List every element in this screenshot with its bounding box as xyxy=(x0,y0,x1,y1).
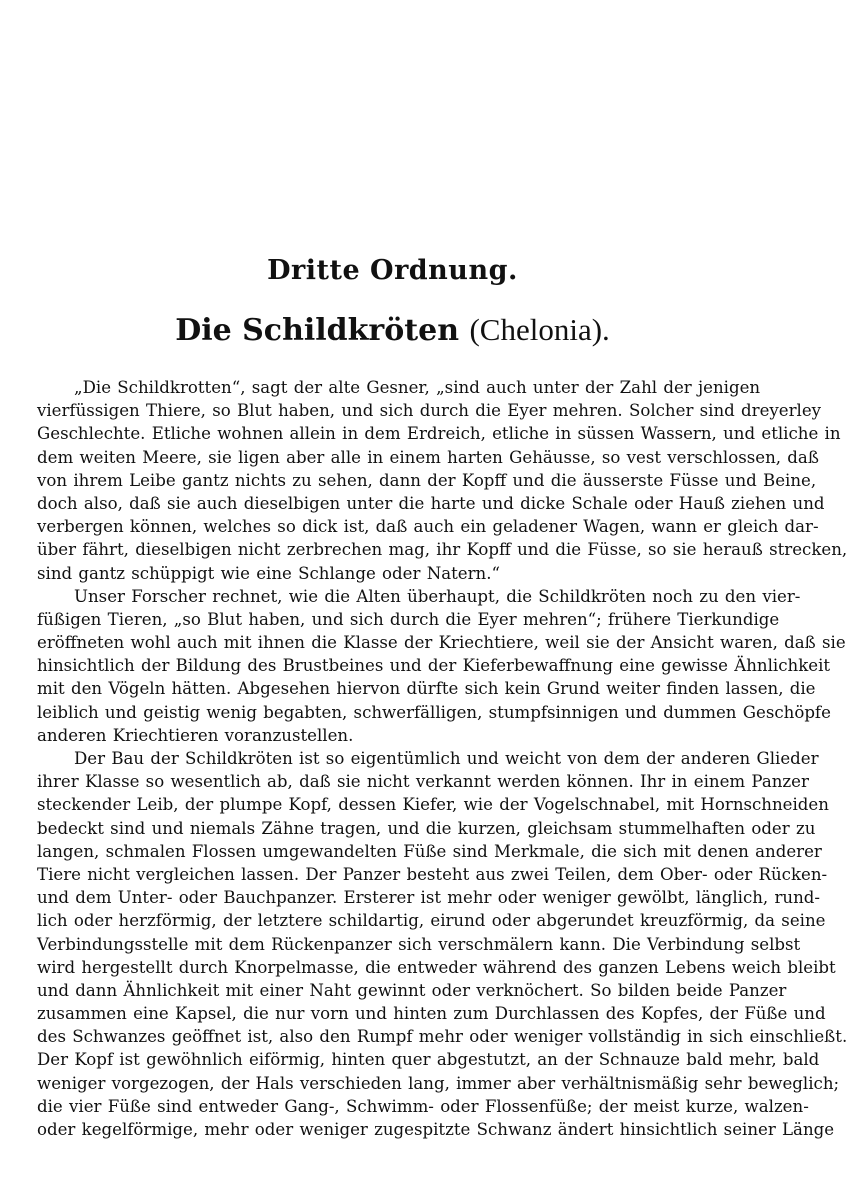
paragraph xyxy=(37,376,847,585)
text-line: „Die Schildkrotten“, sagt der alte Gesner, „sind auch unter der Zahl der jenigen xyxy=(74,378,761,397)
text-line: und dann Ähnlichkeit mit einer Naht gewinnt oder verknöchert. So bilden beide Panzer xyxy=(37,980,787,1000)
text-line: zusammen eine Kapsel, die nur vorn und hinten zum Durchlassen des Kopfes, der Füße und xyxy=(37,1004,826,1024)
body-text xyxy=(37,376,847,1141)
text-line: und dem Unter- oder Bauchpanzer. Ersterer ist mehr oder weniger gewölbt, länglich, rund- xyxy=(37,888,821,908)
text-line: verbergen können, welches so dick ist, daß auch ein geladener Wagen, wann er gleich dar- xyxy=(37,517,819,537)
text-line: mit den Vögeln hätten. Abgesehen hiervon dürfte sich kein Grund weiter finden lassen, die xyxy=(37,679,816,699)
text-line: anderen Kriechtieren voranzustellen. xyxy=(37,725,354,745)
text-line: eröffneten wohl auch mit ihnen die Klasse der Kriechtiere, weil sie der Ansicht waren, daß sie xyxy=(37,633,846,653)
text-line: Tiere nicht vergleichen lassen. Der Panzer besteht aus zwei Teilen, dem Ober- oder Rücken- xyxy=(37,864,828,884)
text-line: oder kegelförmige, mehr oder weniger zugespitzte Schwanz ändert hinsichtlich seiner Länge xyxy=(37,1120,835,1139)
text-line: hinsichtlich der Bildung des Brustbeines und der Kieferbewaffnung eine gewisse Ähnlichkeit xyxy=(37,656,831,676)
section-title xyxy=(0,312,785,348)
text-line: lich oder herzförmig, der letztere schildartig, eirund oder abgerundet kreuzförmig, da seine xyxy=(37,911,826,931)
text-line: bedeckt sind und niemals Zähne tragen, und die kurzen, gleichsam stummelhaften oder zu xyxy=(37,818,816,838)
text-line: ihrer Klasse so wesentlich ab, daß sie nicht verkannt werden können. Ihr in einem Panzer xyxy=(37,772,809,792)
text-line: langen, schmalen Flossen umgewandelten Füße sind Merkmale, die sich mit denen anderer xyxy=(37,841,822,861)
text-line: füßigen Tieren, „so Blut haben, und sich durch die Eyer mehren“; frühere Tierkundige xyxy=(37,609,780,629)
text-line: Unser Forscher rechnet, wie die Alten überhaupt, die Schildkröten noch zu den vier- xyxy=(74,586,801,606)
text-line: die vier Füße sind entweder Gang-, Schwimm- oder Flossenfüße; der meist kurze, walzen- xyxy=(37,1096,809,1116)
text-line: sind gantz schüppigt wie eine Schlange oder Natern.“ xyxy=(37,563,500,583)
text-line: über fährt, dieselbigen nicht zerbrechen mag, ihr Kopff und die Füsse, so sie herauß strecken, xyxy=(37,540,847,560)
text-line: steckender Leib, der plumpe Kopf, dessen Kiefer, wie der Vogelschnabel, mit Hornschneiden xyxy=(37,795,829,815)
section-title-latin: (Chelonia). xyxy=(469,312,610,347)
text-line: Der Kopf ist gewöhnlich eiförmig, hinten quer abgestutzt, an der Schnauze bald mehr, bald xyxy=(37,1050,820,1070)
text-line: wird hergestellt durch Knorpelmasse, die entweder während des ganzen Lebens weich bleibt xyxy=(37,957,836,977)
text-line: Geschlechte. Etliche wohnen allein in dem Erdreich, etliche in süssen Wassern, und etliche in xyxy=(37,424,841,444)
text-line: Der Bau der Schildkröten ist so eigentümlich und weicht von dem der anderen Glieder xyxy=(74,749,819,768)
text-line: dem weiten Meere, sie ligen aber alle in einem harten Gehäusse, so vest verschlossen, daß xyxy=(37,447,819,467)
section-title-blackletter: Die Schildkröten xyxy=(175,313,460,348)
text-line: vierfüssigen Thiere, so Blut haben, und sich durch die Eyer mehren. Solcher sind dreyerley xyxy=(37,401,822,421)
text-line: des Schwanzes geöffnet ist, also den Rumpf mehr oder weniger vollständig in sich einschließt. xyxy=(37,1027,847,1047)
text-line: Verbindungsstelle mit dem Rückenpanzer sich verschmälern kann. Die Verbindung selbst xyxy=(37,934,801,954)
paragraph xyxy=(37,747,847,1141)
text-line: weniger vorgezogen, der Hals verschieden lang, immer aber verhältnismäßig sehr beweglich; xyxy=(37,1073,840,1093)
text-line: von ihrem Leibe gantz nichts zu sehen, dann der Kopff und die äusserste Füsse und Beine, xyxy=(37,470,817,490)
text-line: leiblich und geistig wenig begabten, schwerfälligen, stumpfsinnigen und dummen Geschöpfe xyxy=(37,702,831,722)
text-line: doch also, daß sie auch dieselbigen unter die harte und dicke Schale oder Hauß ziehen und xyxy=(37,493,825,513)
paragraph xyxy=(37,585,846,747)
order-heading: Dritte Ordnung. xyxy=(267,255,518,286)
